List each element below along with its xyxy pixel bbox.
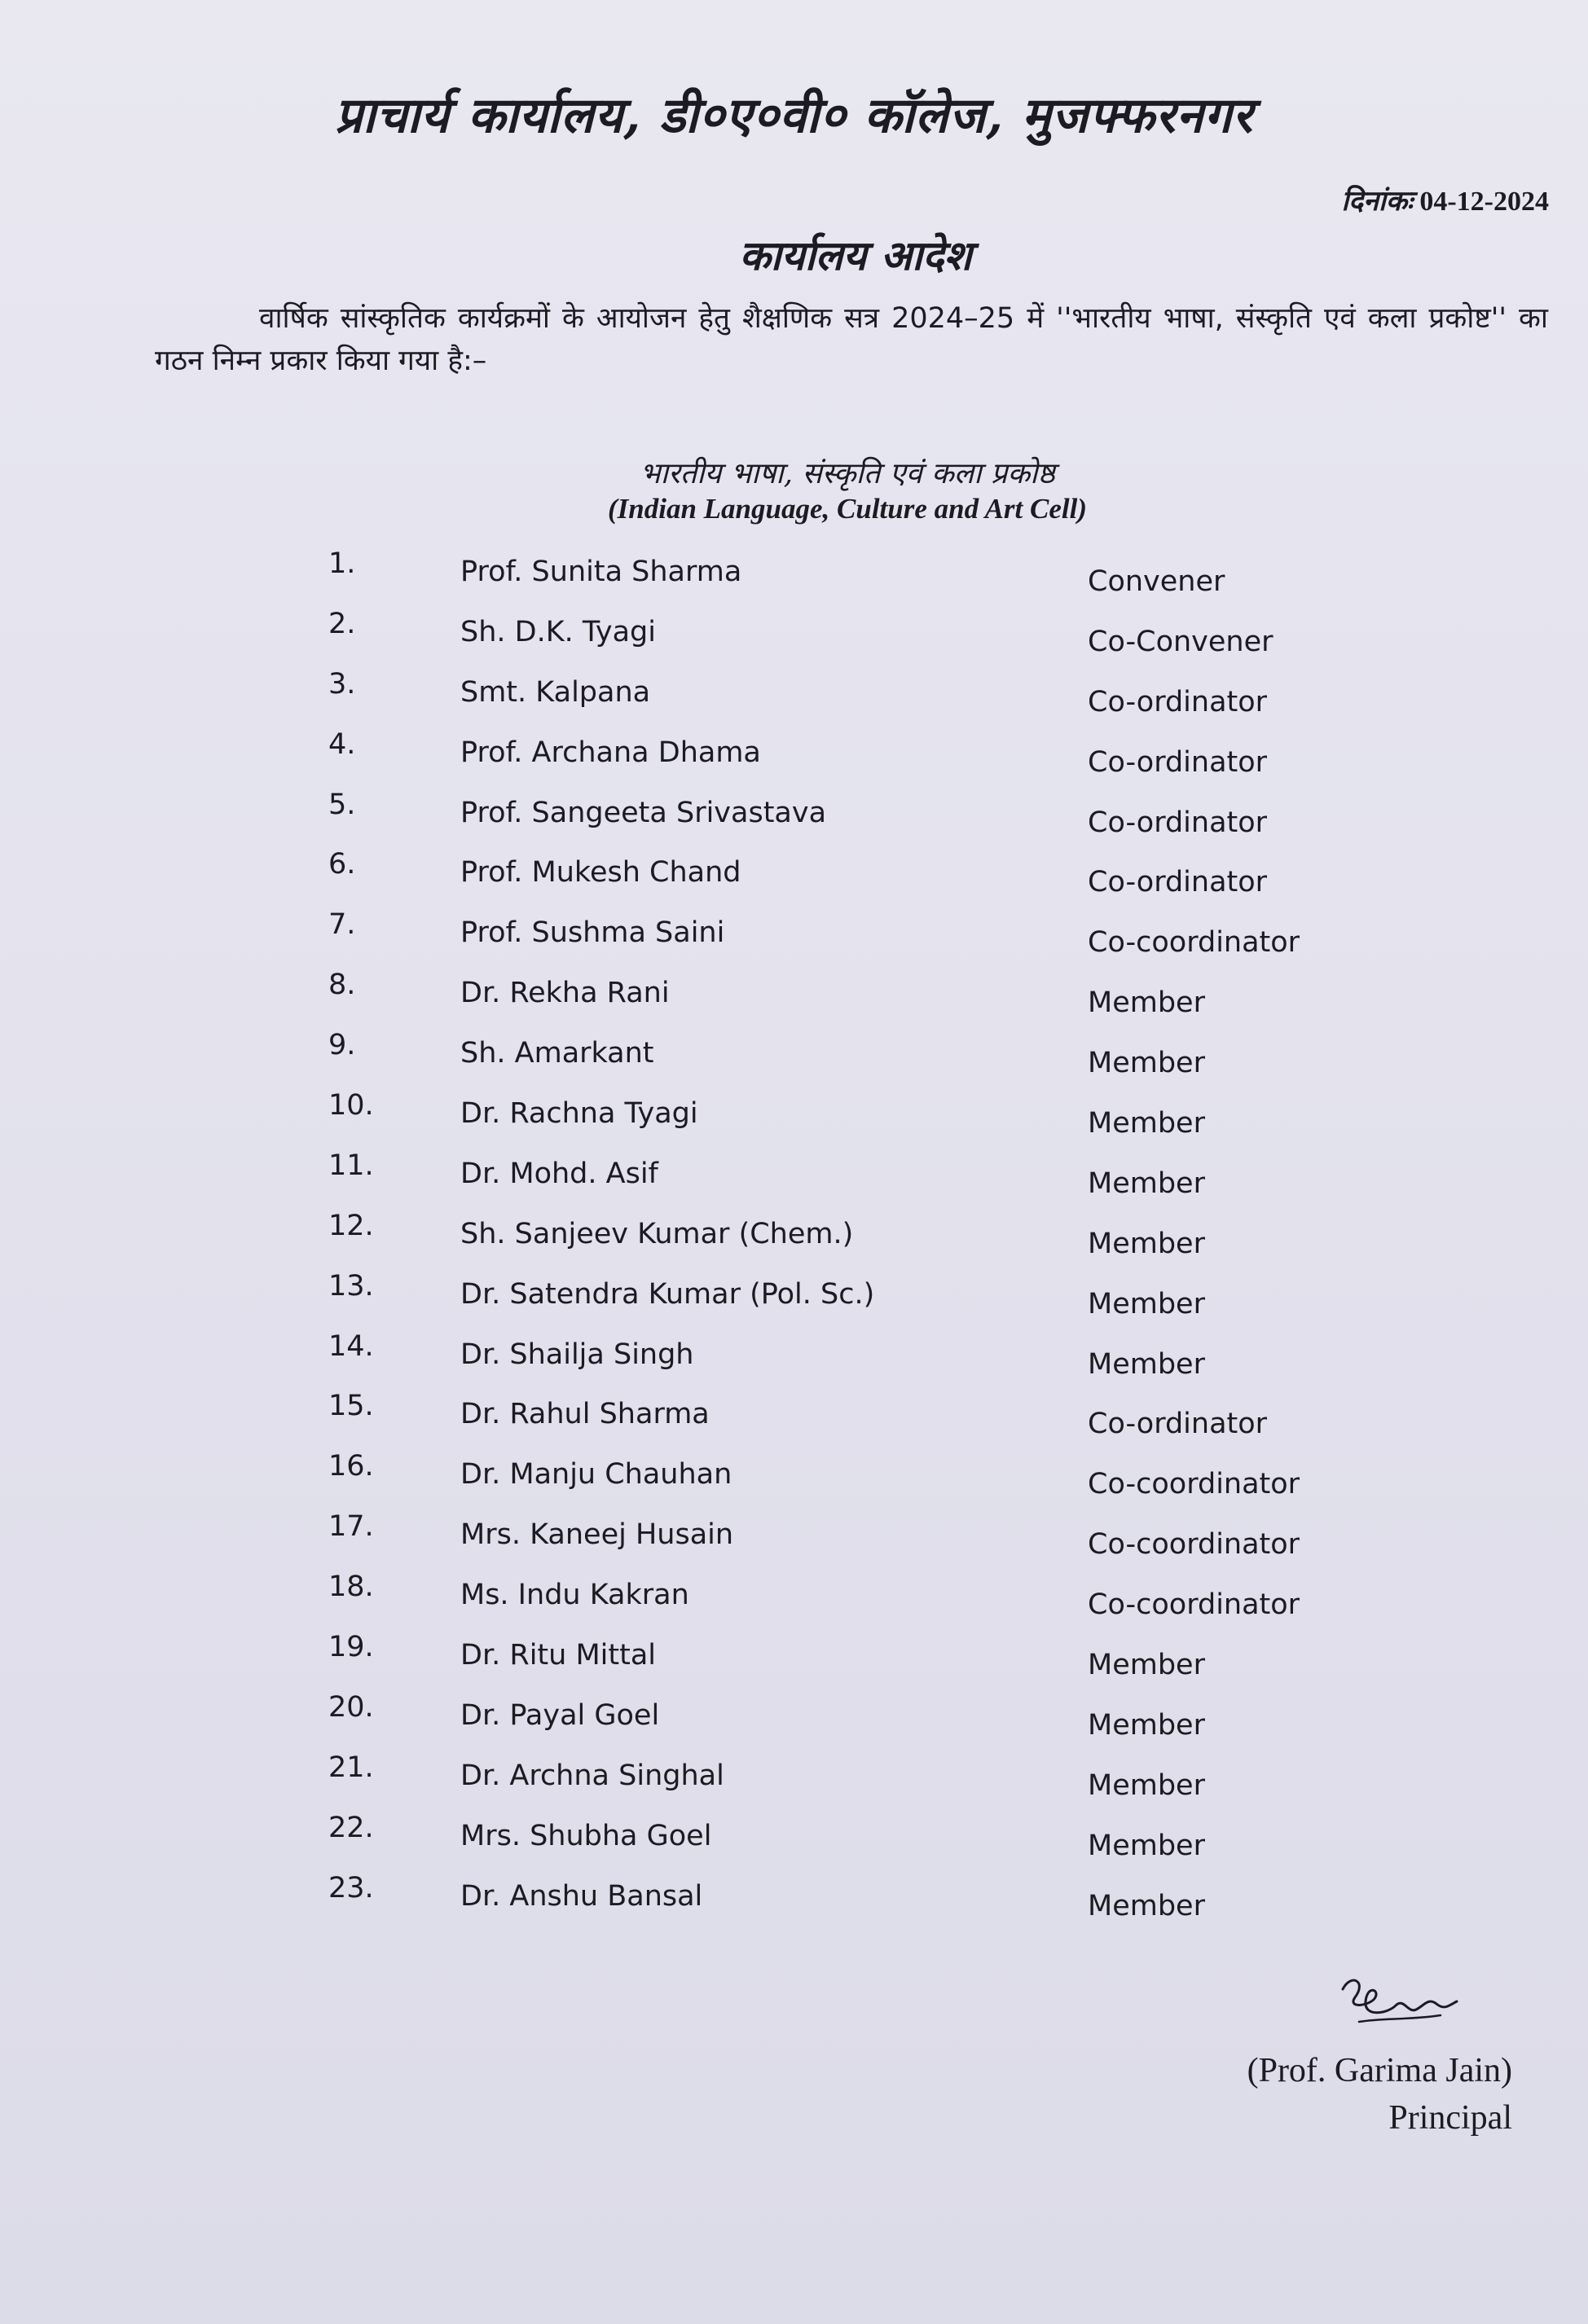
member-name: Prof. Mukesh Chand	[460, 856, 741, 890]
member-number: 4.	[328, 727, 356, 761]
member-role: Co-ordinator	[1088, 685, 1268, 718]
member-role: Member	[1088, 1227, 1205, 1260]
member-number: 22.	[328, 1811, 374, 1844]
member-number: 8.	[328, 969, 356, 1002]
member-row	[0, 1812, 1588, 1872]
member-row	[0, 1029, 1588, 1089]
member-name: Dr. Rekha Rani	[460, 977, 670, 1010]
member-row	[0, 1571, 1588, 1631]
member-role: Member	[1088, 1889, 1205, 1922]
member-number: 9.	[328, 1029, 356, 1062]
member-row	[0, 1330, 1588, 1390]
member-number: 20.	[328, 1690, 374, 1724]
member-role: Co-ordinator	[1088, 806, 1268, 839]
member-number: 11.	[328, 1149, 374, 1182]
member-role: Member	[1088, 1768, 1205, 1802]
order-title: कार्यालय आदेश	[739, 231, 972, 279]
member-number: 15.	[328, 1390, 374, 1423]
member-role: Co-coordinator	[1088, 1588, 1300, 1622]
member-row	[0, 969, 1588, 1029]
member-row	[0, 908, 1588, 969]
member-row	[0, 1270, 1588, 1330]
member-number: 16.	[328, 1450, 374, 1483]
member-role: Member	[1088, 1166, 1205, 1200]
member-role: Member	[1088, 986, 1205, 1020]
member-role: Convener	[1088, 565, 1225, 598]
member-name: Dr. Manju Chauhan	[460, 1458, 732, 1491]
member-name: Dr. Archna Singhal	[460, 1759, 724, 1792]
member-role: Member	[1088, 1287, 1205, 1320]
member-role: Co-ordinator	[1088, 745, 1268, 779]
member-row	[0, 1149, 1588, 1210]
member-row	[0, 547, 1588, 608]
member-row	[0, 1691, 1588, 1751]
member-number: 12.	[328, 1209, 374, 1242]
member-role: Member	[1088, 1649, 1205, 1682]
member-role: Co-Convener	[1088, 625, 1273, 658]
member-number: 10.	[328, 1089, 374, 1122]
member-row	[0, 1872, 1588, 1932]
member-row	[0, 1089, 1588, 1149]
member-row	[0, 1751, 1588, 1812]
member-name: Sh. D.K. Tyagi	[460, 615, 656, 648]
document-header: प्राचार्य कार्यालय, डी०ए०वी० कॉलेज, मुजफ्फरनगर	[334, 87, 1254, 144]
member-role: Co-coordinator	[1088, 1468, 1300, 1501]
member-role: Member	[1088, 1347, 1205, 1381]
member-row	[0, 1510, 1588, 1571]
date-label: दिनांकः	[1341, 187, 1413, 217]
signatory-title: Principal	[1388, 2099, 1512, 2137]
member-list	[0, 547, 1588, 1931]
member-name: Dr. Rahul Sharma	[460, 1398, 710, 1431]
member-number: 5.	[328, 788, 356, 821]
member-name: Dr. Anshu Bansal	[460, 1879, 703, 1913]
member-name: Prof. Sushma Saini	[460, 916, 725, 950]
member-role: Co-coordinator	[1088, 926, 1300, 960]
member-name: Ms. Indu Kakran	[460, 1579, 689, 1612]
member-number: 19.	[328, 1631, 374, 1664]
member-name: Dr. Mohd. Asif	[460, 1157, 658, 1190]
member-name: Dr. Rachna Tyagi	[460, 1097, 698, 1131]
member-row	[0, 608, 1588, 668]
member-number: 21.	[328, 1751, 374, 1784]
member-name: Sh. Amarkant	[460, 1037, 654, 1070]
member-role: Co-ordinator	[1088, 1408, 1268, 1441]
member-row	[0, 1631, 1588, 1691]
member-number: 18.	[328, 1571, 374, 1604]
member-name: Dr. Satendra Kumar (Pol. Sc.)	[460, 1277, 875, 1311]
member-name: Prof. Sangeeta Srivastava	[460, 796, 827, 829]
member-row	[0, 789, 1588, 849]
member-row	[0, 668, 1588, 728]
member-number: 3.	[328, 667, 356, 701]
member-row	[0, 848, 1588, 908]
member-role: Member	[1088, 1107, 1205, 1140]
member-row	[0, 728, 1588, 789]
member-number: 17.	[328, 1510, 374, 1544]
member-number: 2.	[328, 607, 356, 640]
member-role: Member	[1088, 1708, 1205, 1742]
member-name: Dr. Ritu Mittal	[460, 1639, 656, 1672]
signatory-name: (Prof. Garima Jain)	[1247, 2052, 1512, 2089]
member-role: Co-coordinator	[1088, 1528, 1300, 1562]
cell-subtitle: (Indian Language, Culture and Art Cell)	[608, 493, 1087, 525]
intro-paragraph: वार्षिक सांस्कृतिक कार्यक्रमों के आयोजन हेतु शैक्षणिक सत्र 2024–25 में ''भारतीय भाषा, संस्कृति एवं कला प्रकोष्ट'' का गठन निम्न प्रकार किया गया है:–	[155, 302, 1548, 377]
member-number: 14.	[328, 1329, 374, 1363]
member-name: Smt. Kalpana	[460, 675, 651, 709]
date-value: 04-12-2024	[1419, 187, 1549, 217]
member-role: Member	[1088, 1047, 1205, 1080]
member-row	[0, 1390, 1588, 1450]
member-name: Prof. Sunita Sharma	[460, 556, 742, 588]
member-number: 23.	[328, 1871, 374, 1904]
member-number: 6.	[328, 848, 356, 881]
signature	[1326, 1973, 1465, 2046]
member-number: 13.	[328, 1269, 374, 1303]
member-row	[0, 1210, 1588, 1270]
member-number: 7.	[328, 908, 356, 942]
member-name: Dr. Shailja Singh	[460, 1338, 694, 1371]
member-name: Mrs. Kaneej Husain	[460, 1518, 734, 1552]
member-name: Mrs. Shubha Goel	[460, 1819, 712, 1852]
member-name: Prof. Archana Dhama	[460, 736, 761, 769]
member-role: Member	[1088, 1829, 1205, 1862]
member-name: Sh. Sanjeev Kumar (Chem.)	[460, 1217, 854, 1250]
member-role: Co-ordinator	[1088, 866, 1268, 899]
date-line	[1341, 181, 1549, 218]
cell-title: भारतीय भाषा, संस्कृति एवं कला प्रकोष्ठ	[640, 457, 1055, 490]
member-name: Dr. Payal Goel	[460, 1698, 660, 1732]
member-row	[0, 1450, 1588, 1510]
member-number: 1.	[328, 547, 356, 580]
